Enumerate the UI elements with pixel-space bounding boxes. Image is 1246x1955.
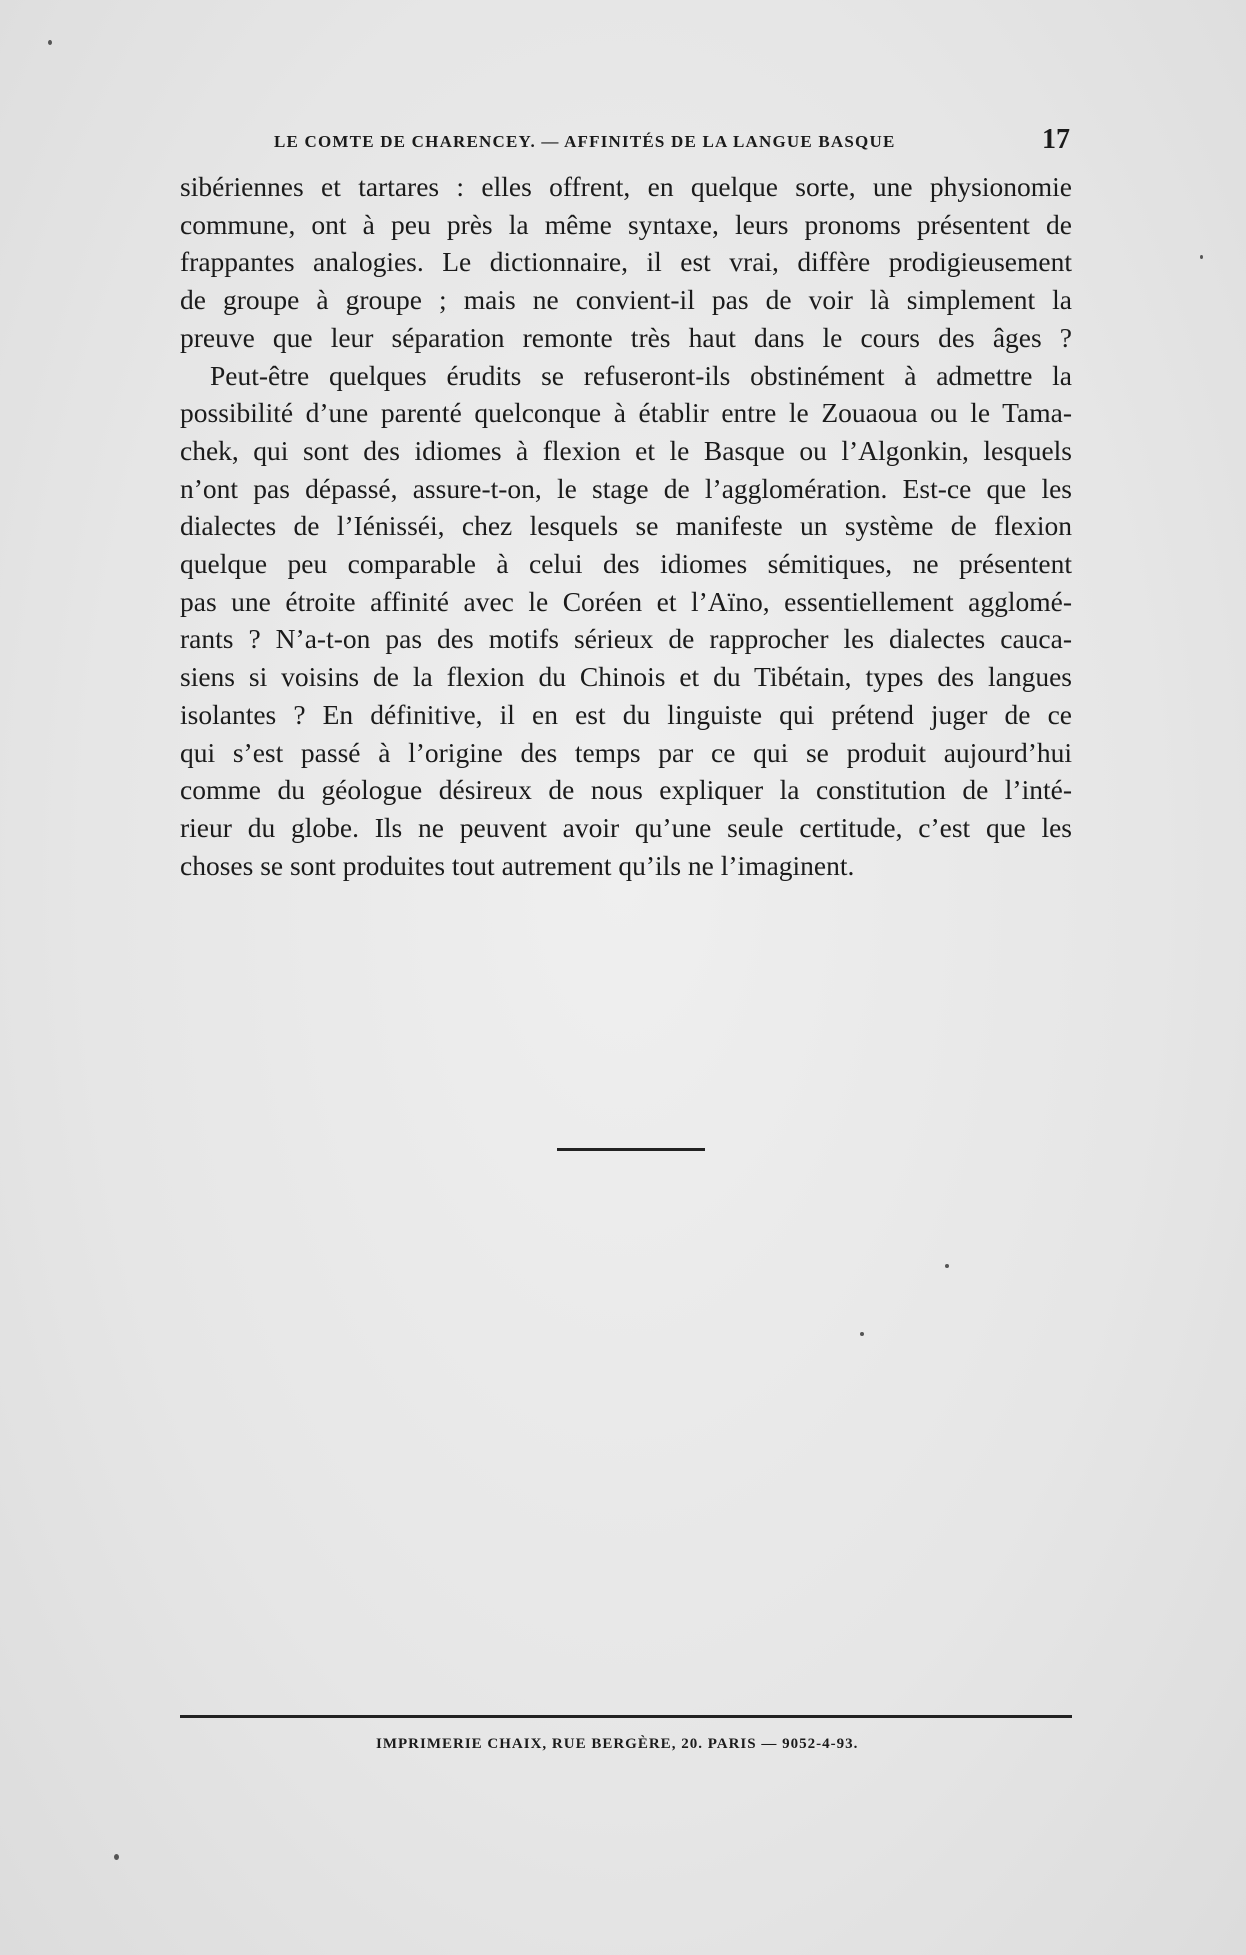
scan-speck bbox=[860, 1332, 864, 1336]
text-line: possibilité d’une parenté quelconque à établir entre le Zouaoua ou le Tama- bbox=[180, 397, 1072, 429]
paragraph-1 bbox=[180, 168, 1072, 357]
text-line: Peut-être quelques érudits se refuseront-ils obstinément à admettre la bbox=[210, 359, 1072, 391]
printer-imprint: IMPRIMERIE CHAIX, RUE BERGÈRE, 20. PARIS — 9052-4-93. bbox=[376, 1736, 859, 1752]
text-line: n’ont pas dépassé, assure-t-on, le stage de l’agglomération. Est-ce que les bbox=[180, 472, 1072, 504]
text-line: pas une étroite affinité avec le Coréen et l’Aïno, essentiellement agglomé- bbox=[180, 585, 1072, 617]
page-number: 17 bbox=[1042, 124, 1070, 155]
text-line: chek, qui sont des idiomes à flexion et le Basque ou l’Algonkin, lesquels bbox=[180, 434, 1072, 466]
scan-speck bbox=[1200, 255, 1203, 259]
running-title: LE COMTE DE CHARENCEY. — AFFINITÉS DE LA LANGUE BASQUE bbox=[274, 132, 896, 151]
text-line: dialectes de l’Iénisséi, chez lesquels se manifeste un système de flexion bbox=[180, 510, 1072, 542]
text-line: commune, ont à peu près la même syntaxe, leurs pronoms présentent de bbox=[180, 208, 1072, 240]
text-line: quelque peu comparable à celui des idiomes sémitiques, ne présentent bbox=[180, 548, 1072, 580]
text-line: frappantes analogies. Le dictionnaire, il est vrai, diffère prodigieusement bbox=[180, 246, 1072, 278]
scan-speck bbox=[114, 1854, 119, 1860]
text-line: rieur du globe. Ils ne peuvent avoir qu’une seule certitude, c’est que les bbox=[180, 811, 1072, 843]
text-line: rants ? N’a-t-on pas des motifs sérieux de rapprocher les dialectes cauca- bbox=[180, 623, 1072, 655]
footer-rule bbox=[180, 1715, 1072, 1718]
paragraph-2 bbox=[180, 357, 1072, 885]
text-line: de groupe à groupe ; mais ne convient-il pas de voir là simplement la bbox=[180, 284, 1072, 316]
text-line: isolantes ? En définitive, il en est du linguiste qui prétend juger de ce bbox=[180, 698, 1072, 730]
text-line: siens si voisins de la flexion du Chinois et du Tibétain, types des langues bbox=[180, 661, 1072, 693]
scan-speck bbox=[945, 1264, 949, 1268]
text-line: sibériennes et tartares : elles offrent, en quelque sorte, une physionomie bbox=[180, 171, 1072, 202]
running-head bbox=[180, 124, 1070, 162]
text-line: qui s’est passé à l’origine des temps par ce qui se produit aujourd’hui bbox=[180, 736, 1072, 768]
end-rule bbox=[557, 1148, 705, 1151]
text-line: choses se sont produites tout autrement qu’ils ne l’imaginent. bbox=[180, 849, 855, 881]
text-line: preuve que leur séparation remonte très haut dans le cours des âges ? bbox=[180, 321, 1072, 353]
scan-speck bbox=[48, 40, 52, 45]
body-text bbox=[180, 168, 1072, 884]
text-line: comme du géologue désireux de nous expliquer la constitution de l’inté- bbox=[180, 774, 1072, 806]
